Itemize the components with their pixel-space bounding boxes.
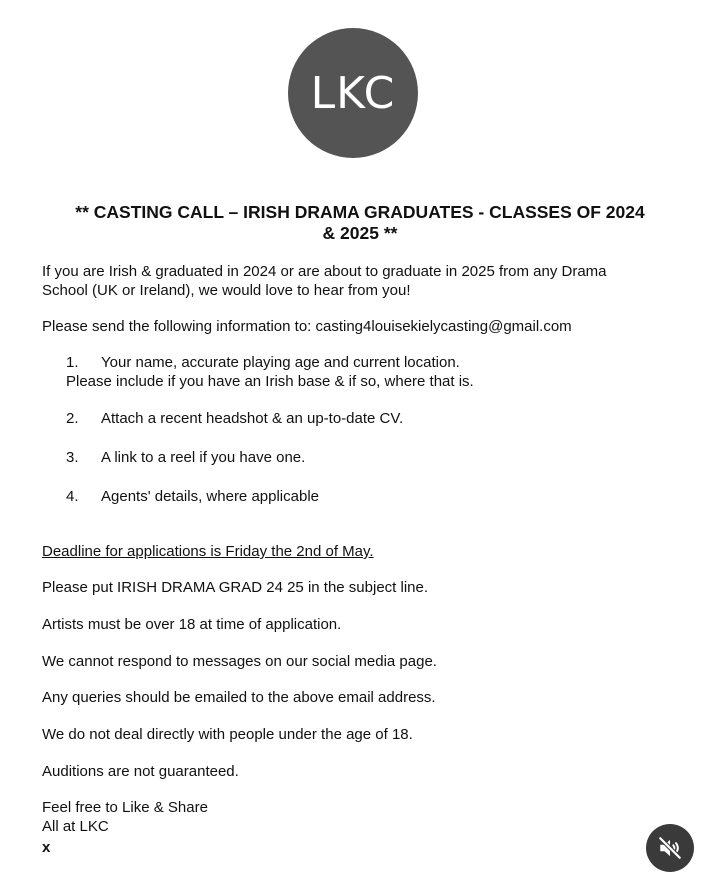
deadline-text: Deadline for applications is Friday the 2nd of May. (42, 543, 374, 560)
item-1-subtext: Please include if you have an Irish base & if so, where that is. (66, 373, 474, 390)
logo-text: LKC (310, 67, 396, 119)
auditions-text: Auditions are not guaranteed. (42, 763, 239, 780)
item-number-4: 4. (66, 488, 79, 505)
document-heading (30, 202, 690, 244)
muted-speaker-icon (657, 835, 683, 861)
signoff-line-1: Feel free to Like & Share (42, 799, 208, 816)
item-number-1: 1. (66, 354, 79, 371)
social-media-text: We cannot respond to messages on our social media page. (42, 653, 437, 670)
item-text-4: Agents' details, where applicable (101, 488, 319, 505)
signoff-line-2: All at LKC (42, 818, 109, 835)
queries-text: Any queries should be emailed to the above email address. (42, 689, 436, 706)
item-number-2: 2. (66, 410, 79, 427)
send-info-text: Please send the following information to: casting4louisekielycasting@gmail.com (42, 318, 572, 335)
heading-line-1: ** CASTING CALL – IRISH DRAMA GRADUATES - CLASSES OF 2024 (75, 202, 645, 222)
item-text-1: Your name, accurate playing age and current location. (101, 354, 460, 371)
under-18-text: We do not deal directly with people under the age of 18. (42, 726, 413, 743)
heading-line-2: & 2025 ** (322, 223, 398, 243)
mute-button[interactable] (646, 824, 694, 872)
signoff-line-3: x (42, 839, 51, 856)
item-text-2: Attach a recent headshot & an up-to-date CV. (101, 410, 404, 427)
item-number-3: 3. (66, 449, 79, 466)
subject-line-text: Please put IRISH DRAMA GRAD 24 25 in the subject line. (42, 579, 429, 596)
intro-line-2: School (UK or Ireland), we would love to hear from you! (42, 282, 411, 299)
intro-line-1: If you are Irish & graduated in 2024 or are about to graduate in 2025 from any Drama (42, 263, 607, 280)
item-text-3: A link to a reel if you have one. (101, 449, 306, 466)
age-rule-text: Artists must be over 18 at time of application. (42, 616, 342, 633)
lkc-logo (288, 28, 418, 158)
